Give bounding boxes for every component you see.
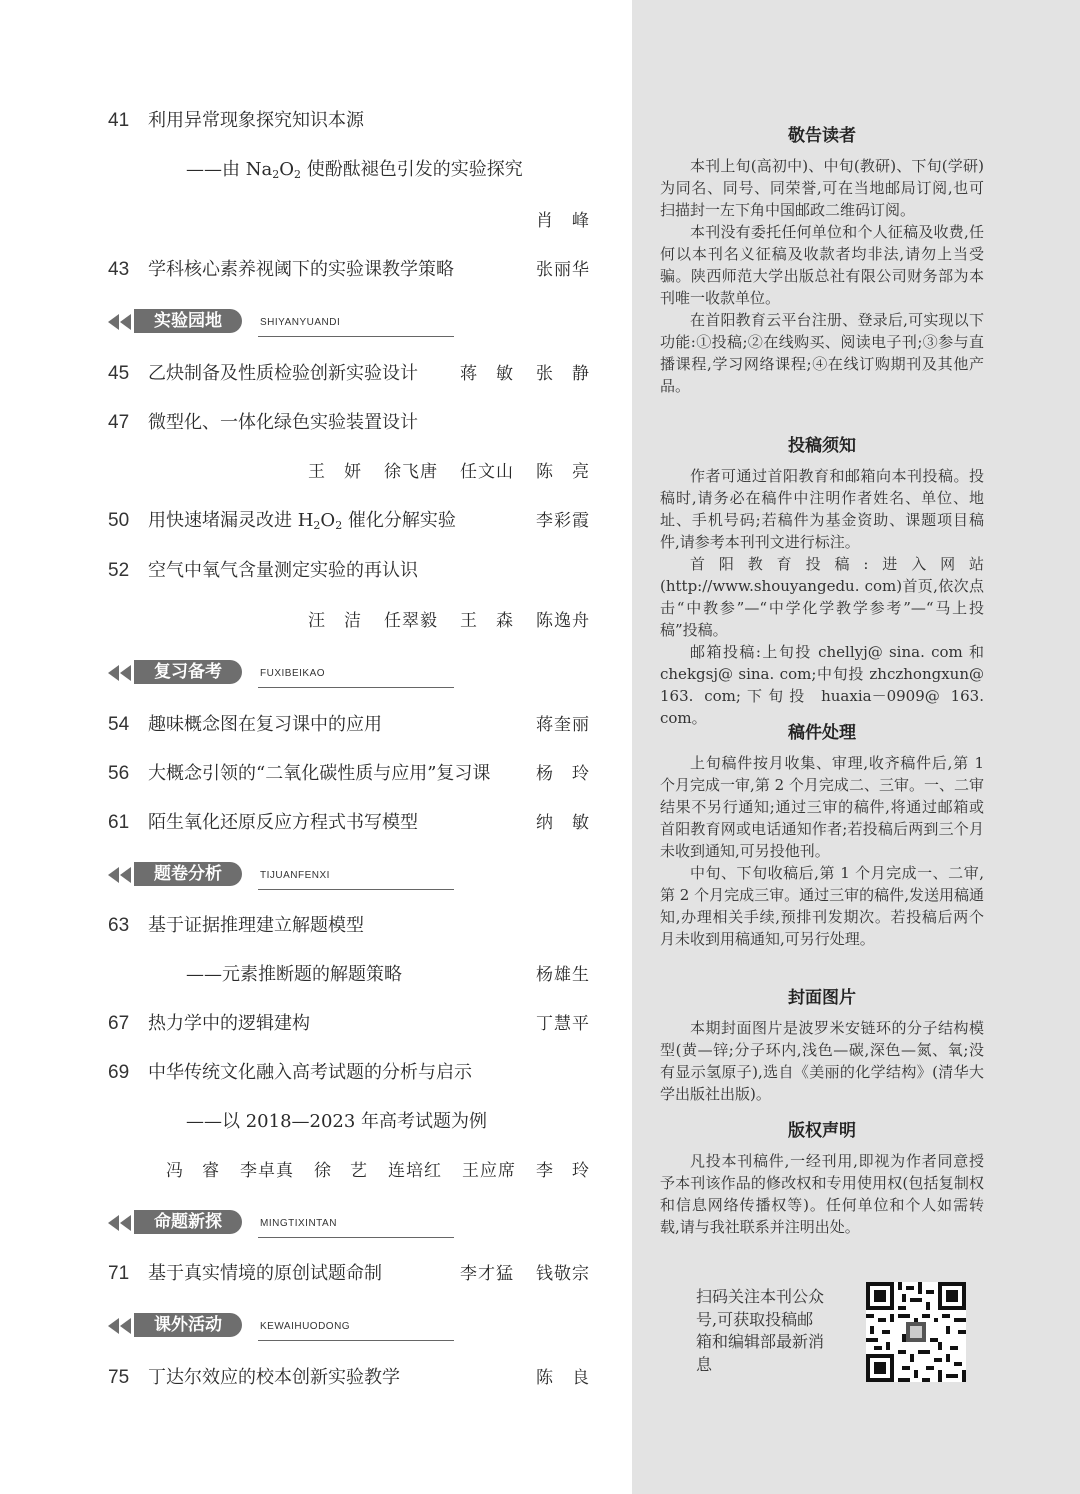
section-label: 课外活动	[134, 1313, 242, 1337]
section-pinyin: SHIYANYUANDI	[260, 317, 341, 328]
toc-author-row	[0, 206, 632, 236]
copyright-heading: 版权声明	[788, 1121, 856, 1140]
toc-subtitle-row	[0, 1107, 632, 1137]
section-divider	[258, 1237, 454, 1238]
toc-entry[interactable]	[0, 506, 632, 536]
notice-text: 本刊上旬(高初中)、中旬(教研)、下旬(学研)为同名、同号、同荣誉,可在当地邮局订阅,也可扫描封一左下角中国邮政二维码订阅。 本刊没有委托任何单位和个人征稿及收费,任何以本刊名义征稿及收款者均非法,请勿上当受骗。陕西师范大学出版总社有限公司财务部为本刊唯一收款单位。 在首阳教育云平台注册、登录后,可实现以下功能:①投稿;②在线购买、阅读电子刊;③参与直播课程,学习网络课程;④在线订购期刊及其他产品。	[660, 157, 984, 395]
article-author: 纳 敏	[536, 813, 590, 833]
double-arrow-icon	[108, 664, 136, 682]
section-header-exam-analysis	[108, 862, 454, 888]
section-divider	[258, 336, 454, 337]
article-author: 张丽华	[536, 260, 590, 280]
article-title: 微型化、一体化绿色实验装置设计	[148, 412, 418, 433]
article-authors: 汪 洁 任翠毅 王 森 陈逸舟	[308, 611, 590, 631]
article-author: 杨雄生	[536, 965, 590, 985]
toc-entry[interactable]	[0, 1058, 632, 1088]
toc-subtitle-row	[0, 155, 632, 185]
copyright-text: 凡投本刊稿件,一经刊用,即视为作者同意授予本刊该作品的修改权和专用使用权(包括复制权和信息网络传播权等)。任何单位和个人如需转载,请与我社联系并注明出处。	[660, 1152, 984, 1236]
submission-text: 作者可通过首阳教育和邮箱向本刊投稿。投稿时,请务必在稿件中注明作者姓名、单位、地址、手机号码;若稿件为基金资助、课题项目稿件,请参考本刊刊文进行标注。 首阳教育投稿:进入网站(http://www.shouyangedu. com)首页,依次点击“中教参”—“中学化学教学参考”—“马上投稿”投稿。 邮箱投稿:上旬投 chellyj@ sina. com 和 chekgsj@ sina. com;中旬投 zhczhongxun@ 163. com;下旬投 huaxia－0909@ 163. com。	[660, 467, 984, 727]
article-title: 乙炔制备及性质检验创新实验设计	[148, 363, 418, 384]
toc-entry[interactable]	[0, 408, 632, 438]
article-title: 趣味概念图在复习课中的应用	[148, 714, 382, 735]
section-divider	[258, 889, 454, 890]
toc-entry[interactable]	[0, 556, 632, 586]
page-number: 56	[108, 763, 130, 784]
toc-entry[interactable]	[0, 808, 632, 838]
article-title: 基于真实情境的原创试题命制	[148, 1263, 382, 1284]
section-label: 实验园地	[134, 309, 242, 333]
article-author: 肖 峰	[536, 211, 590, 231]
qr-code-icon[interactable]	[866, 1282, 966, 1382]
section-divider	[258, 1340, 454, 1341]
article-title: 中华传统文化融入高考试题的分析与启示	[148, 1062, 472, 1083]
page-number: 69	[108, 1062, 130, 1083]
page-number: 63	[108, 915, 130, 936]
cover-image-heading: 封面图片	[788, 988, 856, 1007]
section-pinyin: MINGTIXINTAN	[260, 1218, 337, 1229]
section-label: 题卷分析	[134, 862, 242, 886]
page-number: 43	[108, 259, 130, 280]
article-title: 热力学中的逻辑建构	[148, 1013, 310, 1034]
toc-entry[interactable]	[0, 106, 632, 136]
notice-heading: 敬告读者	[788, 126, 856, 145]
page-number: 41	[108, 110, 130, 131]
page-number: 71	[108, 1263, 130, 1284]
processing-text: 上旬稿件按月收集、审理,收齐稿件后,第 1 个月完成一审,第 2 个月完成二、三审。一、二审结果不另行通知;通过三审的稿件,将通过邮箱或首阳教育网或电话通知作者;若投稿后两到三个月未收到通知,可另投他刊。 中旬、下旬收稿后,第 1 个月完成一、二审,第 2 个月完成三审。通过三审的稿件,发送用稿通知,办理相关手续,预排刊发期次。若投稿后两个月未收到用稿通知,可另行处理。	[660, 754, 984, 948]
page-number: 61	[108, 812, 130, 833]
section-label: 命题新探	[134, 1210, 242, 1234]
processing-heading: 稿件处理	[788, 723, 856, 742]
article-author: 陈 良	[536, 1368, 590, 1388]
article-title: 陌生氧化还原反应方程式书写模型	[148, 812, 418, 833]
page-number: 52	[108, 560, 130, 581]
section-header-review	[108, 660, 454, 686]
double-arrow-icon	[108, 313, 136, 331]
page-number: 54	[108, 714, 130, 735]
article-authors: 冯 睿 李卓真 徐 艺 连培红 王应席 李 玲	[166, 1161, 590, 1181]
article-title: 学科核心素养视阈下的实验课教学策略	[148, 259, 454, 280]
qr-caption: 扫码关注本刊公众号,可获取投稿邮箱和编辑部最新消息	[696, 1287, 825, 1374]
article-title: 丁达尔效应的校本创新实验教学	[148, 1367, 400, 1388]
article-author: 丁慧平	[536, 1014, 590, 1034]
article-author: 李彩霞	[536, 511, 590, 531]
article-subtitle: ——元素推断题的解题策略	[186, 964, 402, 985]
section-divider	[258, 687, 454, 688]
article-subtitle: ——由 $Na_2O_2$ 使酚酞褪色引发的实验探究	[186, 159, 523, 181]
section-label: 复习备考	[134, 660, 242, 684]
toc-entry[interactable]	[0, 1009, 632, 1039]
toc-entry[interactable]	[0, 1363, 632, 1393]
section-header-new-questions	[108, 1210, 454, 1236]
double-arrow-icon	[108, 866, 136, 884]
page-number: 45	[108, 363, 130, 384]
article-title: 空气中氧气含量测定实验的再认识	[148, 560, 418, 581]
article-author: 杨 玲	[536, 764, 590, 784]
article-authors: 李才猛 钱敬宗	[460, 1264, 590, 1284]
article-authors: 蒋 敏 张 静	[460, 364, 590, 384]
toc-entry[interactable]	[0, 255, 632, 285]
submission-heading: 投稿须知	[788, 436, 856, 455]
page-number: 75	[108, 1367, 130, 1388]
section-pinyin: TIJUANFENXI	[260, 870, 330, 881]
article-title: 利用异常现象探究知识本源	[148, 110, 364, 131]
article-title: 基于证据推理建立解题模型	[148, 915, 364, 936]
section-pinyin: FUXIBEIKAO	[260, 668, 326, 679]
page-number: 50	[108, 510, 130, 531]
toc-author-row	[0, 606, 632, 636]
double-arrow-icon	[108, 1317, 136, 1335]
article-author: 蒋奎丽	[536, 715, 590, 735]
article-authors: 王 妍 徐飞唐 任文山 陈 亮	[308, 462, 590, 482]
cover-image-text: 本期封面图片是波罗米安链环的分子结构模型(黄—锌;分子环内,浅色—碳,深色—氮、氧;没有显示氢原子),选自《美丽的化学结构》(清华大学出版社出版)。	[660, 1019, 984, 1103]
article-title: 用快速堵漏灵改进 $H_2O_2$ 催化分解实验	[148, 510, 456, 532]
section-header-extracurricular	[108, 1313, 454, 1339]
toc-entry[interactable]	[0, 710, 632, 740]
article-title: 大概念引领的“二氧化碳性质与应用”复习课	[148, 763, 491, 784]
toc-subtitle-row	[0, 960, 632, 990]
page-number: 47	[108, 412, 130, 433]
toc-entry[interactable]	[0, 359, 632, 389]
toc-entry[interactable]	[0, 759, 632, 789]
page-number: 67	[108, 1013, 130, 1034]
article-subtitle: ——以 2018—2023 年高考试题为例	[186, 1111, 488, 1132]
double-arrow-icon	[108, 1214, 136, 1232]
toc-author-row	[0, 1156, 632, 1186]
toc-entry[interactable]	[0, 911, 632, 941]
section-header-experiment	[108, 309, 454, 335]
toc-entry[interactable]	[0, 1259, 632, 1289]
toc-author-row	[0, 457, 632, 487]
section-pinyin: KEWAIHUODONG	[260, 1321, 351, 1332]
